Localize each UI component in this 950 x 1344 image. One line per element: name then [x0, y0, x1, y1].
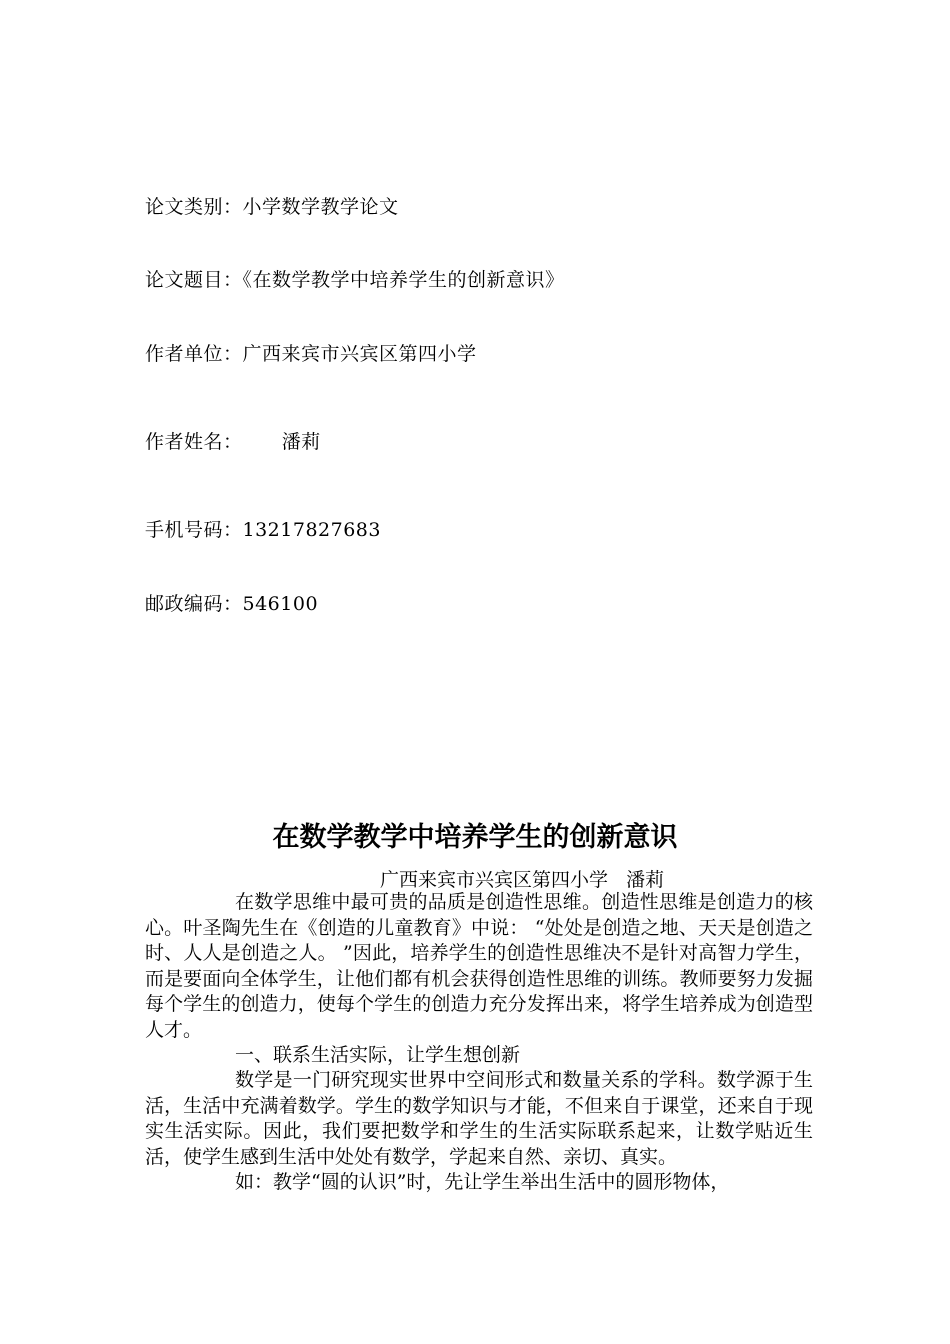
cover-phone: 手机号码：13217827683: [145, 519, 381, 541]
paragraph-example: 如：教学“圆的认识”时，先让学生举出生活中的圆形物体，: [235, 1171, 730, 1193]
section-heading-1: 一、联系生活实际，让学生想创新: [235, 1044, 521, 1066]
article-body-1: [145, 890, 813, 1043]
cover-category: 论文类别：小学数学教学论文: [145, 196, 399, 218]
article-title: 在数学教学中培养学生的创新意识: [272, 822, 678, 853]
article-body-2: [145, 1068, 813, 1196]
paragraph-intro: 在数学思维中最可贵的品质是创造性思维。创造性思维是创造力的核心。叶圣陶先生在《创造的儿童教育》中说： “处处是创造之地、天天是创造之时、人人是创造之人。 ”因此，培养学生的创造性思维决不是针对高智力学生，而是要面向全体学生，让他们都有机会获得创造性思维的训练。教师要努力发掘每个学生的创造力，使每个学生的创造力充分发挥出来，将学生培养成为创造型人才。: [145, 891, 813, 1041]
cover-author-name: 作者姓名： 潘莉: [145, 431, 321, 453]
cover-unit: 作者单位：广西来宾市兴宾区第四小学: [145, 343, 477, 365]
cover-postcode: 邮政编码：546100: [145, 593, 319, 615]
article-byline: 广西来宾市兴宾区第四小学 潘莉: [380, 869, 665, 891]
cover-topic: 论文题目：《在数学教学中培养学生的创新意识》: [145, 269, 565, 291]
paragraph-life: 数学是一门研究现实世界中空间形式和数量关系的学科。数学源于生活，生活中充满着数学。学生的数学知识与才能，不但来自于课堂，还来自于现实生活实际。因此，我们要把数学和学生的生活实际联系起来，让数学贴近生活，使学生感到生活中处处有数学，学起来自然、亲切、真实。: [145, 1069, 813, 1168]
